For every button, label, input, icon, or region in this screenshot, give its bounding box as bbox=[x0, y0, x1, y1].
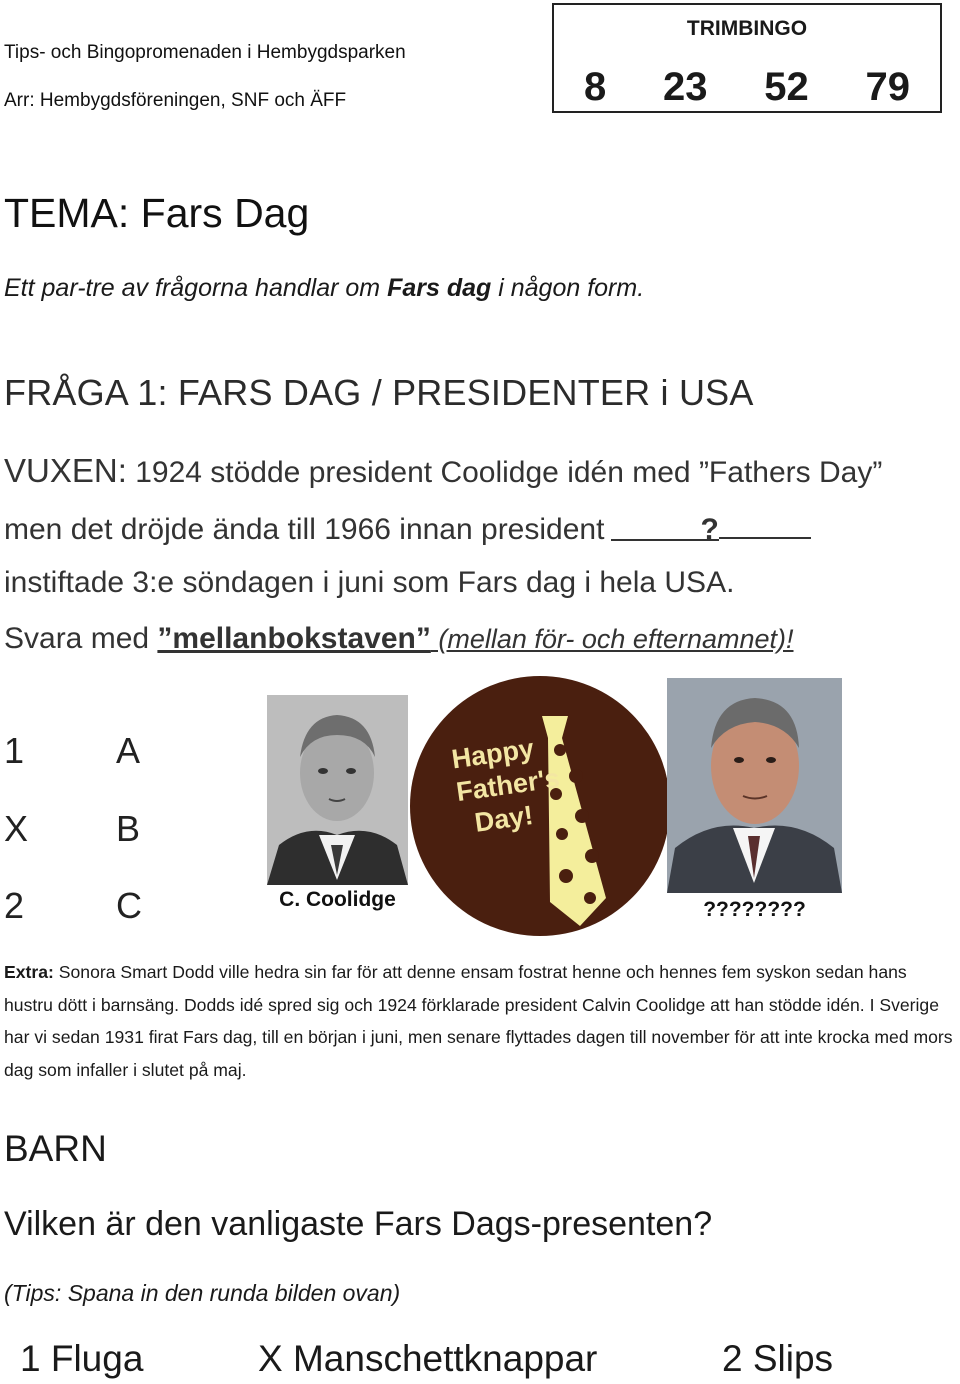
badge-line: Happy bbox=[449, 733, 536, 775]
theme-sub-text: Ett par-tre av frågorna handlar om bbox=[4, 274, 388, 302]
extra-text: Sonora Smart Dodd ville hedra sin far för att denne ensam fostrat henne och hennes fem syskon sedan hans hustru dött i barnsäng. Dodds idé spred sig och 1924 förklarade president Calvin Coolidge att han stödde idén. I Sverige har vi sedan 1931 firat Fars dag, till en början i juni, men senare flyttades dagen till november för att inte krocka med mors dag som infaller i slutet på maj. bbox=[4, 962, 953, 1080]
question1-title: FRÅGA 1: FARS DAG / PRESIDENTER i USA bbox=[4, 372, 754, 413]
option-key: 2 bbox=[4, 885, 25, 926]
fathers-day-badge bbox=[410, 676, 670, 936]
option-value: C bbox=[116, 885, 142, 926]
barn-option-key: 2 bbox=[722, 1338, 743, 1379]
barn-option-value: Slips bbox=[752, 1338, 834, 1379]
question1-line1 bbox=[4, 452, 882, 490]
bingo-number: 8 bbox=[584, 65, 607, 109]
barn-option-key: 1 bbox=[20, 1338, 41, 1379]
barn-option-value: Manschettknappar bbox=[292, 1338, 598, 1379]
extra-label: Extra: bbox=[4, 962, 54, 982]
question1-line4 bbox=[4, 622, 794, 656]
theme-subtitle bbox=[4, 274, 644, 303]
question1-line2 bbox=[4, 511, 809, 547]
answer-blank-tail bbox=[719, 511, 811, 539]
badge-line: Father's bbox=[454, 762, 562, 808]
barn-option-value: Fluga bbox=[50, 1338, 144, 1379]
blank-question-mark: ? bbox=[700, 513, 719, 546]
answer-instruction-italic: (mellan för- och efternamnet)! bbox=[430, 624, 794, 654]
theme-sub-bold: Fars dag bbox=[387, 274, 492, 302]
answer-instruction: Svara med bbox=[4, 622, 158, 655]
extra-paragraph bbox=[4, 956, 958, 1086]
bingo-number: 23 bbox=[663, 65, 708, 109]
option-value: A bbox=[116, 730, 141, 771]
barn-option-1 bbox=[20, 1338, 143, 1380]
barn-question: Vilken är den vanligaste Fars Dags-presenten? bbox=[4, 1205, 713, 1243]
bingo-number: 52 bbox=[764, 65, 809, 109]
question1-text1: 1924 stödde president Coolidge idén med ”Fathers Day” bbox=[126, 456, 883, 489]
question1-line3: instiftade 3:e söndagen i juni som Fars dag i hela USA. bbox=[4, 566, 735, 599]
vuxen-label: VUXEN: bbox=[4, 452, 127, 489]
option-value: B bbox=[116, 808, 141, 849]
barn-title: BARN bbox=[4, 1128, 107, 1169]
bingo-title: TRIMBINGO bbox=[686, 17, 808, 40]
barn-option-2 bbox=[722, 1338, 833, 1380]
header-arranger-line: Arr: Hembygdsföreningen, SNF och ÄFF bbox=[4, 90, 347, 111]
bingo-box bbox=[552, 3, 942, 113]
barn-option-x bbox=[258, 1338, 597, 1380]
badge-text bbox=[450, 729, 567, 842]
coolidge-caption: C. Coolidge bbox=[279, 888, 396, 911]
option-key: 1 bbox=[4, 730, 25, 771]
option-key: X bbox=[4, 808, 29, 849]
johnson-caption: ???????? bbox=[703, 898, 806, 921]
question1-text2: men det dröjde ända till 1966 innan president bbox=[4, 513, 613, 546]
bingo-number: 79 bbox=[865, 65, 910, 109]
johnson-portrait-illustration bbox=[667, 678, 842, 923]
answer-blank bbox=[611, 513, 719, 546]
johnson-portrait bbox=[667, 678, 842, 923]
theme-sub-text-end: i någon form. bbox=[491, 274, 645, 302]
theme-title: TEMA: Fars Dag bbox=[4, 190, 310, 236]
answer-instruction-bold: ”mellanbokstaven” bbox=[157, 622, 431, 655]
barn-option-key: X bbox=[258, 1338, 283, 1379]
header-organizer-line: Tips- och Bingopromenaden i Hembygdsparken bbox=[4, 42, 406, 63]
barn-tips: (Tips: Spana in den runda bilden ovan) bbox=[4, 1280, 401, 1306]
coolidge-portrait bbox=[267, 695, 408, 925]
badge-line: Day! bbox=[472, 799, 535, 838]
bingo-numbers bbox=[584, 67, 910, 107]
